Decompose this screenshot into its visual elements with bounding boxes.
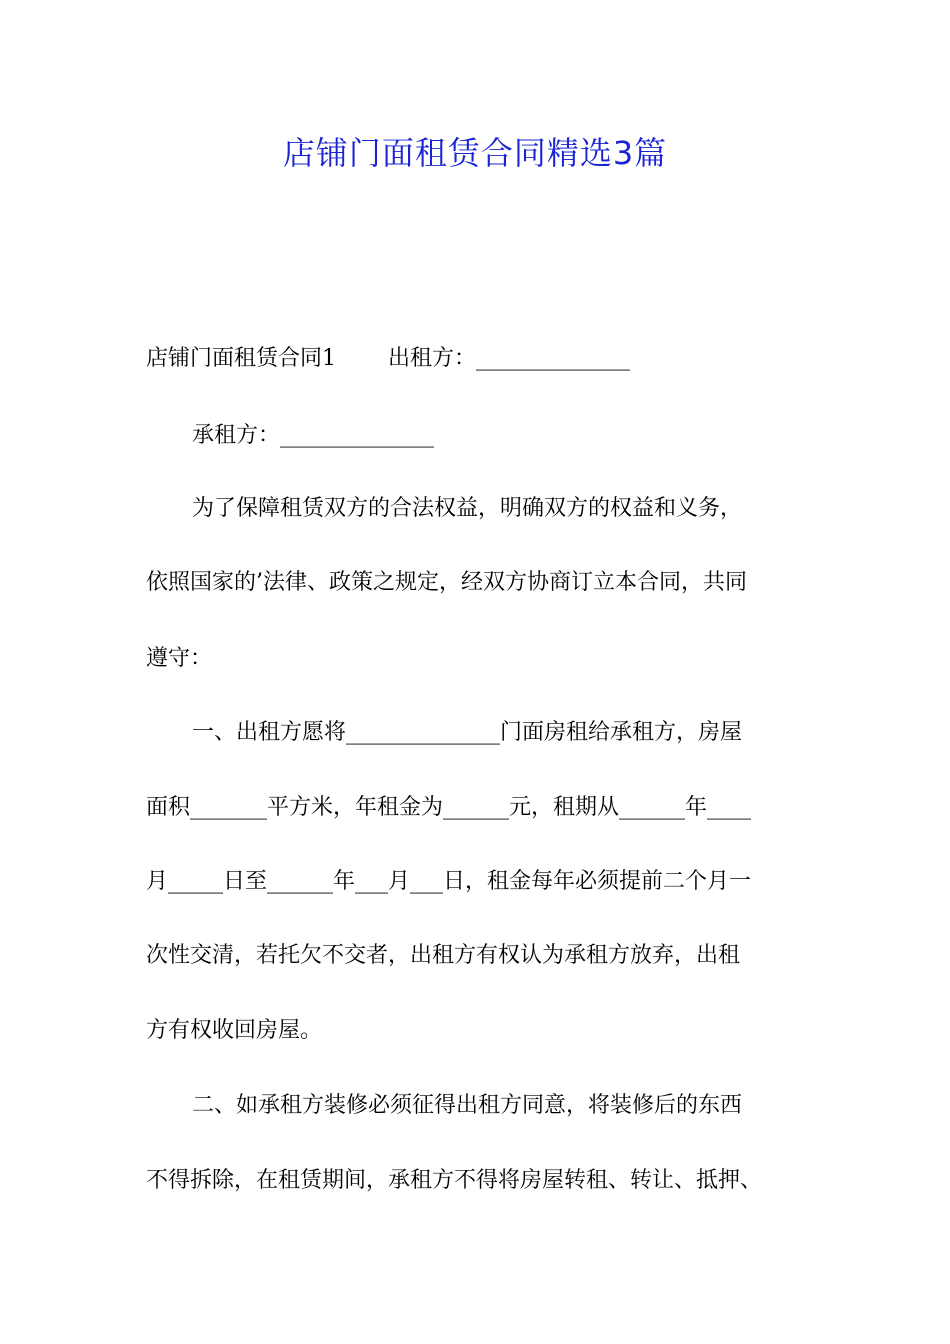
clause-line: 次性交清，若托欠不交者，出租方有权认为承租方放弃，出租 xyxy=(146,943,741,968)
clause-line: 面积_______平方米，年租金为______元，租期从______年____ xyxy=(146,795,752,820)
clause-line: 月_____日至______年___月___日，租金每年必须提前二个月一 xyxy=(146,869,752,894)
contract-number-label: 店铺门面租赁合同1 xyxy=(146,346,336,371)
clause-line: 不得拆除，在租赁期间，承租方不得将房屋转租、转让、抵押、 xyxy=(146,1168,763,1193)
contract-heading-line xyxy=(146,344,630,374)
paragraph-line: 依照国家的’法律、政策之规定，经双方协商订立本合同，共同 xyxy=(146,570,747,595)
lessor-field: 出租方：______________ xyxy=(388,346,631,371)
paragraph-line: 遵守： xyxy=(146,646,213,671)
lessee-field: 承租方：______________ xyxy=(192,423,435,448)
clause-line: 一、出租方愿将______________门面房租给承租方，房屋 xyxy=(192,720,743,745)
clause-line: 二、如承租方装修必须征得出租方同意，将装修后的东西 xyxy=(192,1093,743,1118)
clause-line: 方有权收回房屋。 xyxy=(146,1018,323,1043)
paragraph-line: 为了保障租赁双方的合法权益，明确双方的权益和义务， xyxy=(192,496,743,521)
document-title: 店铺门面租赁合同精选3篇 xyxy=(282,134,668,172)
